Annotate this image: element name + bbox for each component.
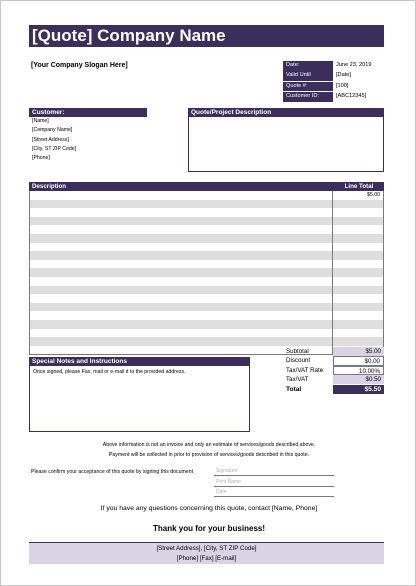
row-line-total-cell[interactable] bbox=[333, 208, 383, 217]
row-description-cell[interactable] bbox=[30, 251, 333, 260]
meta-row-valid-until bbox=[283, 71, 384, 81]
table-row bbox=[30, 277, 383, 286]
subtotal-label: Subtotal bbox=[286, 348, 309, 355]
row-line-total-cell[interactable] bbox=[333, 311, 383, 320]
row-description-cell[interactable] bbox=[30, 225, 333, 234]
discount-row bbox=[284, 356, 384, 365]
tax-rate-value[interactable]: 10.00% bbox=[333, 366, 384, 375]
table-row bbox=[30, 337, 383, 346]
row-line-total-cell[interactable] bbox=[333, 234, 383, 243]
row-description-cell[interactable] bbox=[30, 311, 333, 320]
date-field[interactable]: Date bbox=[214, 488, 334, 497]
column-header-line-total: Line Total bbox=[344, 183, 374, 190]
meta-row-date bbox=[283, 61, 384, 71]
table-row bbox=[30, 217, 383, 226]
total-row bbox=[284, 385, 384, 394]
column-header-description: Description bbox=[32, 183, 67, 190]
table-row bbox=[30, 243, 383, 252]
print-name-field[interactable]: Print Name bbox=[214, 478, 334, 487]
customer-name[interactable]: [Name] bbox=[32, 118, 49, 124]
subtotal-value: $5.00 bbox=[333, 347, 384, 356]
row-line-total-cell[interactable] bbox=[333, 243, 383, 252]
table-row bbox=[30, 234, 383, 243]
meta-value[interactable]: [100] bbox=[336, 82, 349, 89]
totals-block bbox=[284, 347, 384, 394]
row-line-total-cell[interactable] bbox=[333, 303, 383, 312]
meta-row-quote-number bbox=[283, 82, 384, 92]
table-row bbox=[30, 320, 383, 329]
special-notes-box[interactable] bbox=[29, 357, 250, 432]
discount-label: Discount bbox=[286, 357, 311, 365]
row-description-cell[interactable] bbox=[30, 277, 333, 286]
row-line-total-cell[interactable] bbox=[333, 268, 383, 277]
row-line-total-cell[interactable]: $5.00 bbox=[367, 192, 380, 198]
disclaimer-line-1: Above information is not an invoice and only an estimate of services/goods described above. bbox=[102, 442, 316, 448]
table-row bbox=[30, 191, 383, 200]
customer-company[interactable]: [Company Name] bbox=[32, 127, 73, 134]
row-description-cell[interactable] bbox=[30, 320, 333, 329]
quote-description-box[interactable] bbox=[188, 108, 384, 172]
table-row bbox=[30, 286, 383, 295]
row-line-total-cell[interactable] bbox=[333, 294, 383, 303]
meta-value[interactable]: [ABC12345] bbox=[336, 93, 367, 100]
table-row bbox=[30, 251, 383, 260]
row-description-cell[interactable] bbox=[30, 268, 333, 277]
quote-meta-table bbox=[283, 61, 384, 103]
page-title: [Quote] Company Name bbox=[29, 25, 384, 47]
row-line-total-cell[interactable] bbox=[333, 320, 383, 329]
signature-field[interactable]: Signature bbox=[214, 467, 334, 476]
table-row bbox=[30, 225, 383, 234]
row-description-cell[interactable] bbox=[30, 329, 333, 338]
row-line-total-cell[interactable] bbox=[333, 277, 383, 286]
quote-description-heading: Quote/Project Description bbox=[188, 108, 384, 117]
contact-line: If you have any questions concerning this quote, contact [Name, Phone] bbox=[100, 505, 318, 512]
customer-phone[interactable]: [Phone] bbox=[32, 155, 50, 162]
footer-line-2: [Phone] [Fax] [E-mail] bbox=[176, 554, 237, 562]
meta-label: Quote #: bbox=[283, 82, 333, 92]
company-slogan: [Your Company Slogan Here] bbox=[31, 62, 128, 69]
footer-address bbox=[29, 542, 384, 564]
tax-label: Tax/VAT bbox=[286, 376, 309, 384]
subtotal-row bbox=[284, 347, 384, 356]
row-line-total-cell[interactable] bbox=[333, 217, 383, 226]
row-line-total-cell[interactable] bbox=[333, 200, 383, 209]
tax-rate-label: Tax/VAT Rate bbox=[286, 366, 324, 374]
meta-label: Valid Until bbox=[283, 71, 333, 81]
notes-heading: Special Notes and Instructions bbox=[29, 357, 250, 366]
discount-value[interactable]: $0.00 bbox=[333, 356, 384, 365]
customer-street[interactable]: [Street Address] bbox=[32, 136, 69, 143]
row-description-cell[interactable] bbox=[30, 200, 333, 209]
row-description-cell[interactable] bbox=[30, 234, 333, 243]
disclaimer-line-2: Payment will be collected in prior to provision of services/goods described in this quote. bbox=[108, 452, 310, 458]
row-line-total-cell[interactable] bbox=[333, 260, 383, 269]
footer-line-1: [Street Address], [City, ST ZIP Code] bbox=[156, 545, 257, 552]
meta-row-customer-id bbox=[283, 92, 384, 102]
signature-prompt: Please confirm your acceptance of this quote by signing this document bbox=[31, 469, 194, 475]
notes-text[interactable]: Once signed, please Fax, mail or e-mail it to the provided address. bbox=[33, 369, 186, 375]
customer-city[interactable]: [City, ST ZIP Code] bbox=[32, 145, 77, 152]
row-description-cell[interactable] bbox=[30, 243, 333, 252]
tax-row bbox=[284, 375, 384, 384]
meta-label: Date: bbox=[283, 61, 333, 71]
row-description-cell[interactable] bbox=[30, 191, 333, 200]
table-row bbox=[30, 294, 383, 303]
table-body bbox=[29, 191, 384, 355]
row-description-cell[interactable] bbox=[30, 217, 333, 226]
table-row bbox=[30, 200, 383, 209]
table-row bbox=[30, 260, 383, 269]
total-label: Total bbox=[286, 385, 302, 393]
row-line-total-cell[interactable] bbox=[333, 251, 383, 260]
table-row bbox=[30, 208, 383, 217]
table-header bbox=[29, 182, 384, 191]
customer-heading: Customer: bbox=[29, 108, 147, 117]
row-line-total-cell[interactable] bbox=[333, 225, 383, 234]
row-description-cell[interactable] bbox=[30, 260, 333, 269]
meta-label: Customer ID: bbox=[283, 92, 333, 102]
thank-you-message: Thank you for your business! bbox=[152, 524, 265, 533]
row-description-cell[interactable] bbox=[30, 303, 333, 312]
row-line-total-cell[interactable] bbox=[333, 337, 383, 346]
customer-block bbox=[29, 108, 147, 163]
table-row bbox=[30, 329, 383, 338]
row-description-cell[interactable] bbox=[30, 337, 333, 346]
table-row bbox=[30, 268, 383, 277]
row-description-cell[interactable] bbox=[30, 208, 333, 217]
line-items-table bbox=[29, 182, 384, 355]
meta-value[interactable]: [Date] bbox=[336, 72, 351, 79]
row-description-cell[interactable] bbox=[30, 286, 333, 295]
table-row bbox=[30, 303, 383, 312]
row-description-cell[interactable] bbox=[30, 294, 333, 303]
row-line-total-cell[interactable] bbox=[333, 286, 383, 295]
total-value: $5.50 bbox=[333, 385, 384, 394]
tax-rate-row bbox=[284, 366, 384, 375]
table-row bbox=[30, 311, 383, 320]
meta-value[interactable]: June 23, 2019 bbox=[336, 62, 372, 68]
tax-value: $0.50 bbox=[333, 375, 384, 384]
row-line-total-cell[interactable] bbox=[333, 329, 383, 338]
